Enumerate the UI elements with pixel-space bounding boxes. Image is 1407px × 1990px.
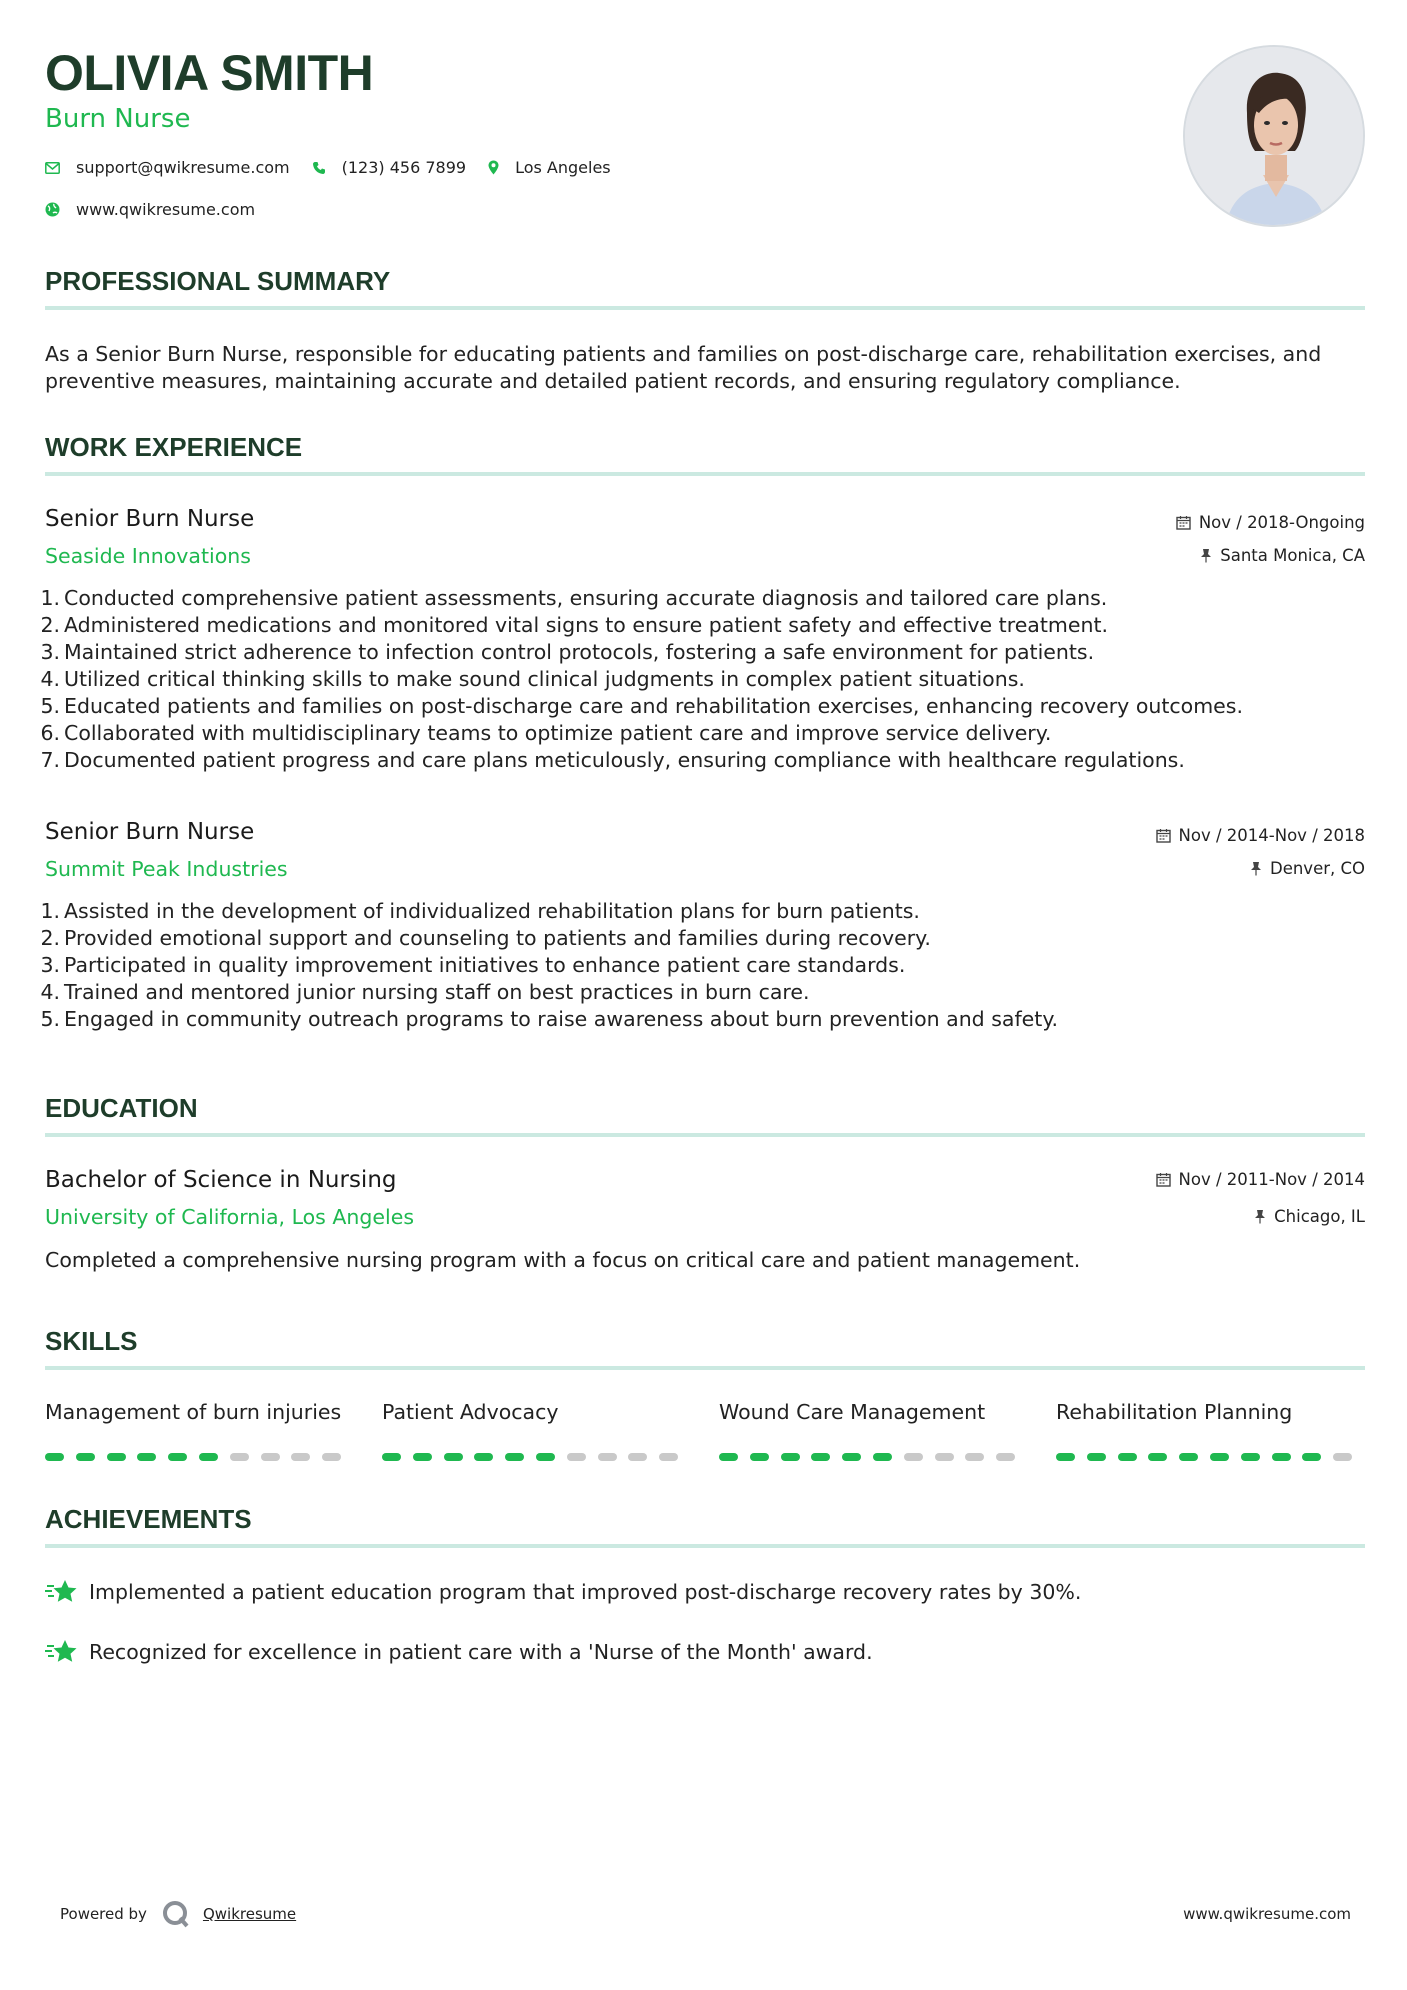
contact-row-1 [45,158,633,177]
job-1-location-text: Santa Monica, CA [1220,546,1365,565]
skill-dot-empty [1333,1453,1352,1461]
calendar-icon [1176,515,1191,530]
skill-dot-filled [1148,1453,1167,1461]
skill-dot-filled [1056,1453,1075,1461]
list-item: 4. Trained and mentored junior nursing staff on best practices in burn care. [40,980,810,1004]
education-degree: Bachelor of Science in Nursing [45,1167,397,1193]
skill-dot-empty [628,1453,647,1461]
list-item: 3. Maintained strict adherence to infection control protocols, fostering a safe environment for patients. [40,640,1095,664]
education-school: University of California, Los Angeles [45,1205,415,1229]
summary-heading: PROFESSIONAL SUMMARY [45,266,391,296]
skill-dot-empty [567,1453,586,1461]
profile-photo [1183,45,1365,227]
skill-dot-empty [230,1453,249,1461]
achievements-heading: ACHIEVEMENTS [45,1504,252,1534]
achievement-text: Recognized for excellence in patient care with a 'Nurse of the Month' award. [89,1640,873,1664]
skill-dot-filled [842,1453,861,1461]
skill-dot-filled [1118,1453,1137,1461]
skill-rating [382,1453,690,1461]
calendar-icon [1156,828,1171,843]
skill-dot-filled [750,1453,769,1461]
skill-dot-filled [137,1453,156,1461]
summary-text: As a Senior Burn Nurse, responsible for educating patients and families on post-discharge care, rehabilitation exercises, and preventive measures, maintaining accurate and detailed patient records, and ensuring regulatory compliance. [45,342,1322,393]
skill-dot-filled [382,1453,401,1461]
skill-rating [1056,1453,1364,1461]
skill-dot-filled [811,1453,830,1461]
job-1-title: Senior Burn Nurse [45,506,255,532]
skill-dot-filled [76,1453,95,1461]
skill-dot-filled [536,1453,555,1461]
website-text: www.qwikresume.com [76,200,256,219]
skill-dot-filled [1272,1453,1291,1461]
skill-dot-filled [1241,1453,1260,1461]
candidate-name: OLIVIA SMITH [45,45,374,101]
experience-divider [45,472,1365,476]
skill-dot-filled [781,1453,800,1461]
skill-label: Wound Care Management [719,1400,986,1424]
skill-item [719,1400,1019,1424]
summary-divider [45,306,1365,310]
skill-dot-empty [935,1453,954,1461]
job-2-location [1250,859,1365,878]
footer-powered-by [60,1899,296,1929]
contact-website[interactable] [45,200,255,219]
achievements-divider [45,1544,1365,1548]
skill-dot-empty [659,1453,678,1461]
calendar-icon [1156,1172,1171,1187]
skills-heading: SKILLS [45,1326,138,1356]
pushpin-icon [1254,1209,1266,1224]
skill-item [382,1400,682,1424]
job-2-title: Senior Burn Nurse [45,819,255,845]
skill-dot-filled [1087,1453,1106,1461]
skill-dot-filled [413,1453,432,1461]
star-icon [45,1578,79,1606]
skill-dot-filled [45,1453,64,1461]
skill-item [1056,1400,1356,1424]
skill-dot-filled [199,1453,218,1461]
skill-item [45,1400,345,1424]
skill-dot-empty [996,1453,1015,1461]
list-item: 5. Engaged in community outreach programs to raise awareness about burn prevention and safety. [40,1007,1059,1031]
job-1-duties [38,585,1358,774]
phone-icon [312,161,326,175]
skill-dot-filled [1179,1453,1198,1461]
achievement-item [45,1578,1081,1606]
job-2-dates-text: Nov / 2014-Nov / 2018 [1178,826,1365,845]
email-text: support@qwikresume.com [76,158,290,177]
email-icon [45,162,60,174]
skill-dot-empty [598,1453,617,1461]
list-item: 4. Utilized critical thinking skills to make sound clinical judgments in complex patient situations. [40,667,1025,691]
list-item: 5. Educated patients and families on post-discharge care and rehabilitation exercises, enhancing recovery outcomes. [40,694,1243,718]
job-1-dates-text: Nov / 2018-Ongoing [1198,513,1365,532]
skill-dot-filled [505,1453,524,1461]
experience-heading: WORK EXPERIENCE [45,432,303,462]
skill-dot-empty [261,1453,280,1461]
contact-location [488,158,611,177]
phone-text: (123) 456 7899 [341,158,467,177]
education-dates-text: Nov / 2011-Nov / 2014 [1178,1170,1365,1189]
skill-label: Rehabilitation Planning [1056,1400,1293,1424]
education-location [1254,1207,1365,1226]
skill-dot-empty [291,1453,310,1461]
list-item: 6. Collaborated with multidisciplinary teams to optimize patient care and improve service delivery. [40,721,1052,745]
location-text: Los Angeles [515,158,611,177]
pushpin-icon [1250,861,1262,876]
powered-by-label: Powered by [60,1905,147,1923]
achievement-item [45,1638,873,1666]
contact-email[interactable] [45,158,290,177]
job-2-company: Summit Peak Industries [45,857,288,881]
list-item: 3. Participated in quality improvement initiatives to enhance patient care standards. [40,953,906,977]
skill-dot-empty [322,1453,341,1461]
skills-divider [45,1366,1365,1370]
pushpin-icon [1200,548,1212,563]
globe-icon [45,202,60,217]
education-location-text: Chicago, IL [1274,1207,1365,1226]
brand-link[interactable]: Qwikresume [202,1905,297,1923]
skill-dot-empty [965,1453,984,1461]
job-1-location [1200,546,1365,565]
qwikresume-logo-icon [161,1899,191,1929]
list-item: 1. Assisted in the development of individualized rehabilitation plans for burn patients. [40,899,920,923]
star-icon [45,1638,79,1666]
list-item: 7. Documented patient progress and care plans meticulously, ensuring compliance with healthcare regulations. [40,748,1185,772]
footer-website[interactable]: www.qwikresume.com [1183,1905,1351,1923]
skill-dot-filled [168,1453,187,1461]
skill-label: Patient Advocacy [382,1400,559,1424]
education-divider [45,1133,1365,1137]
skill-label: Management of burn injuries [45,1400,342,1424]
map-pin-icon [488,160,499,175]
job-1-company: Seaside Innovations [45,544,251,568]
education-description: Completed a comprehensive nursing program with a focus on critical care and patient management. [45,1248,1081,1272]
skill-dot-filled [1210,1453,1229,1461]
skill-rating [45,1453,353,1461]
job-2-dates [1156,826,1365,845]
skill-dot-filled [107,1453,126,1461]
contact-phone[interactable] [312,158,466,177]
job-2-duties [38,898,1358,1033]
skill-rating [719,1453,1027,1461]
skill-dot-filled [719,1453,738,1461]
achievement-text: Implemented a patient education program that improved post-discharge recovery rates by 30%. [89,1580,1082,1604]
list-item: 2. Administered medications and monitored vital signs to ensure patient safety and effective treatment. [40,613,1109,637]
candidate-role: Burn Nurse [45,104,191,134]
contact-row-2 [45,200,277,219]
education-heading: EDUCATION [45,1093,198,1123]
job-1-dates [1176,513,1365,532]
skill-dot-empty [904,1453,923,1461]
skill-dot-filled [474,1453,493,1461]
skill-dot-filled [1302,1453,1321,1461]
skill-dot-filled [873,1453,892,1461]
education-dates [1156,1170,1365,1189]
job-2-location-text: Denver, CO [1269,859,1365,878]
portrait-illustration [1185,47,1365,227]
skill-dot-filled [444,1453,463,1461]
list-item: 2. Provided emotional support and counseling to patients and families during recovery. [40,926,931,950]
list-item: 1. Conducted comprehensive patient assessments, ensuring accurate diagnosis and tailored care plans. [40,586,1108,610]
